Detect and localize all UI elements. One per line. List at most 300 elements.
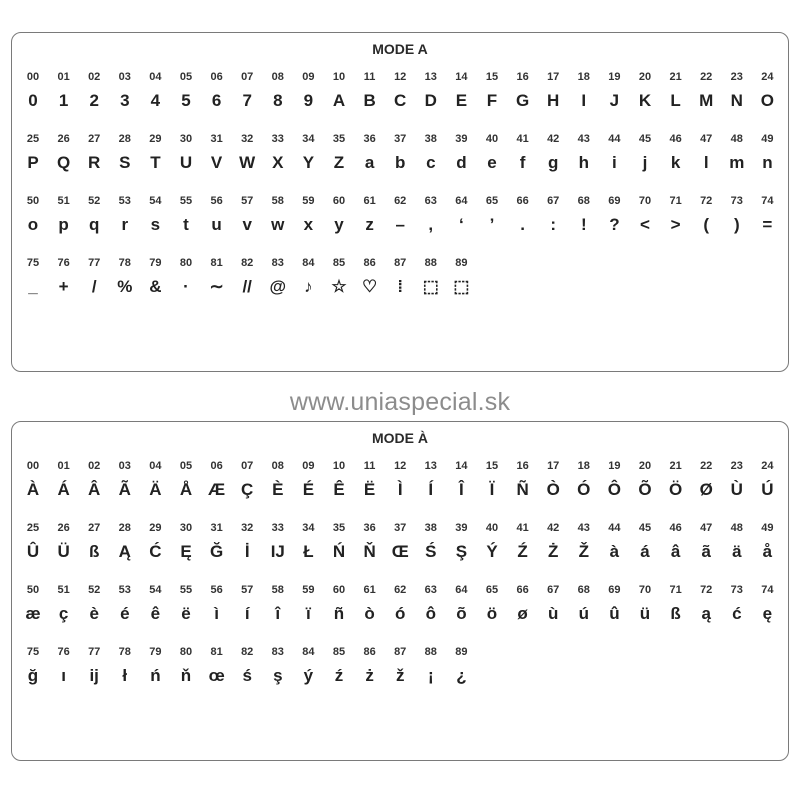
- char-code: 10: [332, 71, 346, 83]
- char-glyph: Ö: [668, 480, 683, 499]
- char-glyph: İ: [244, 542, 250, 561]
- char-glyph: û: [609, 604, 620, 623]
- char-glyph: k: [670, 153, 681, 172]
- char-code: 24: [761, 71, 774, 83]
- char-code: 56: [210, 584, 223, 596]
- char-code: 28: [118, 133, 131, 145]
- char-glyph: 5: [181, 91, 191, 110]
- char-code: 41: [516, 522, 529, 534]
- char-code: 47: [700, 133, 713, 145]
- char-code: 37: [394, 133, 407, 145]
- char-code: 83: [271, 646, 284, 658]
- char-glyph: –: [395, 215, 405, 234]
- char-code: 16: [516, 460, 529, 472]
- char-glyph: z: [365, 215, 374, 234]
- char-glyph: +: [58, 277, 69, 296]
- char-glyph: ¡: [427, 666, 434, 685]
- char-code: 41: [516, 133, 529, 145]
- char-glyph: n: [762, 153, 773, 172]
- char-code: 66: [516, 195, 529, 207]
- char-glyph: ♪: [304, 277, 313, 296]
- char-code: 76: [57, 257, 70, 269]
- char-glyph: â: [670, 542, 681, 561]
- char-glyph: H: [547, 91, 560, 110]
- char-code: 63: [424, 195, 437, 207]
- char-glyph: È: [272, 480, 284, 499]
- char-glyph: É: [302, 480, 315, 499]
- char-glyph: m: [729, 153, 745, 172]
- char-code: 77: [88, 646, 101, 658]
- char-code: 33: [271, 133, 284, 145]
- char-code: 68: [577, 584, 590, 596]
- char-glyph: í: [244, 604, 250, 623]
- char-glyph: h: [578, 153, 589, 172]
- char-code: 50: [26, 195, 40, 207]
- char-glyph: O: [760, 91, 774, 110]
- char-glyph: Ğ: [209, 542, 224, 561]
- char-glyph: 0: [28, 91, 38, 110]
- char-code: 38: [424, 522, 437, 534]
- char-glyph: r: [121, 215, 129, 234]
- char-glyph: Ç: [241, 480, 254, 499]
- char-code: 24: [761, 460, 774, 472]
- char-code: 15: [485, 71, 499, 83]
- char-glyph: B: [363, 91, 376, 110]
- char-glyph: À: [26, 480, 40, 499]
- char-code: 64: [455, 195, 468, 207]
- char-glyph: Y: [302, 153, 315, 172]
- char-code: 84: [302, 257, 315, 269]
- char-code: 14: [455, 71, 468, 83]
- char-code: 80: [179, 646, 193, 658]
- char-glyph: Ł: [303, 542, 314, 561]
- char-code: 36: [363, 133, 376, 145]
- char-glyph: Ś: [425, 542, 437, 561]
- char-code: 15: [485, 460, 499, 472]
- char-glyph: e: [487, 153, 497, 172]
- char-code: 36: [363, 522, 376, 534]
- char-glyph: _: [28, 277, 38, 296]
- char-glyph: ź: [334, 666, 344, 685]
- char-code: 07: [241, 71, 254, 83]
- char-glyph: Ą: [118, 542, 131, 561]
- char-code: 00: [26, 460, 40, 472]
- char-glyph: S: [119, 153, 131, 172]
- char-code: 09: [302, 71, 315, 83]
- char-glyph: ¿: [456, 666, 467, 685]
- char-code: 19: [608, 460, 621, 472]
- char-glyph: 7: [242, 91, 252, 110]
- char-code: 25: [26, 133, 40, 145]
- char-code: 60: [332, 584, 346, 596]
- char-glyph: ń: [150, 666, 161, 685]
- char-glyph: t: [183, 215, 189, 234]
- char-code: 70: [638, 195, 652, 207]
- char-code: 62: [394, 195, 407, 207]
- mode-a-panel: [11, 32, 789, 372]
- char-code: 77: [88, 257, 101, 269]
- char-glyph: p: [58, 215, 69, 234]
- char-glyph: ï: [306, 604, 311, 623]
- char-glyph: !: [580, 215, 587, 234]
- char-glyph: ò: [364, 604, 375, 623]
- char-glyph: C: [394, 91, 407, 110]
- char-glyph: ã: [701, 542, 711, 561]
- char-code: 12: [394, 71, 407, 83]
- char-glyph: ć: [732, 604, 742, 623]
- char-glyph: ì: [214, 604, 219, 623]
- char-code: 75: [26, 257, 40, 269]
- char-glyph: Ú: [761, 480, 774, 499]
- char-glyph: ß: [670, 604, 681, 623]
- char-code: 57: [241, 584, 254, 596]
- char-code: 69: [608, 584, 621, 596]
- char-glyph: ä: [732, 542, 742, 561]
- char-glyph: o: [27, 215, 39, 234]
- char-glyph: ğ: [27, 666, 39, 685]
- char-code: 64: [455, 584, 468, 596]
- char-code: 89: [455, 257, 468, 269]
- char-glyph: ł: [122, 666, 128, 685]
- char-code: 08: [271, 71, 284, 83]
- char-code: 05: [179, 71, 193, 83]
- char-code: 09: [302, 460, 315, 472]
- char-glyph: ⁞: [397, 277, 404, 296]
- char-code: 03: [118, 460, 131, 472]
- char-glyph: IJ: [270, 542, 285, 561]
- char-glyph: ñ: [333, 604, 345, 623]
- char-glyph: I: [581, 91, 587, 110]
- char-code: 68: [577, 195, 590, 207]
- char-code: 29: [149, 133, 162, 145]
- char-glyph: Œ: [391, 542, 409, 561]
- char-glyph: (: [703, 215, 710, 234]
- char-code: 03: [118, 71, 131, 83]
- char-code: 71: [669, 195, 682, 207]
- char-glyph: Ù: [730, 480, 743, 499]
- char-code: 27: [88, 133, 101, 145]
- char-glyph: à: [609, 542, 620, 561]
- char-glyph: E: [455, 91, 468, 110]
- char-code: 75: [26, 646, 40, 658]
- char-code: 39: [455, 133, 468, 145]
- char-code: 46: [669, 133, 682, 145]
- char-glyph: L: [670, 91, 681, 110]
- char-code: 73: [730, 584, 743, 596]
- char-code: 43: [577, 522, 590, 534]
- char-glyph: õ: [456, 604, 467, 623]
- char-code: 35: [332, 522, 346, 534]
- char-code: 78: [118, 257, 131, 269]
- char-code: 74: [761, 584, 774, 596]
- char-glyph: Ø: [699, 480, 713, 499]
- char-code: 45: [638, 522, 652, 534]
- char-code: 78: [118, 646, 131, 658]
- char-code: 66: [516, 584, 529, 596]
- char-code: 31: [210, 522, 223, 534]
- char-code: 06: [210, 460, 223, 472]
- char-glyph: Ń: [332, 542, 346, 561]
- char-code: 20: [638, 71, 652, 83]
- char-code: 58: [271, 584, 284, 596]
- char-glyph: Ò: [546, 480, 560, 499]
- char-glyph: ı: [61, 666, 66, 685]
- char-code: 23: [730, 460, 743, 472]
- char-code: 19: [608, 71, 621, 83]
- char-glyph: v: [242, 215, 252, 234]
- char-glyph: ę: [762, 604, 773, 623]
- char-code: 84: [302, 646, 315, 658]
- char-code: 18: [577, 71, 590, 83]
- char-code: 82: [241, 257, 254, 269]
- char-glyph: Î: [459, 480, 464, 499]
- char-glyph: F: [486, 91, 498, 110]
- char-glyph: .: [520, 215, 525, 234]
- char-glyph: Ę: [180, 542, 192, 561]
- char-code: 39: [455, 522, 468, 534]
- char-glyph: g: [547, 153, 559, 172]
- char-glyph: 8: [273, 91, 283, 110]
- char-glyph: ·: [183, 277, 189, 296]
- char-code: 88: [424, 257, 437, 269]
- char-code: 38: [424, 133, 437, 145]
- char-code: 48: [730, 522, 743, 534]
- char-glyph: ž: [395, 666, 405, 685]
- char-glyph: ♡: [361, 277, 378, 296]
- char-glyph: ó: [394, 604, 406, 623]
- char-code: 40: [485, 133, 499, 145]
- char-glyph: Å: [179, 480, 193, 499]
- char-code: 02: [88, 71, 101, 83]
- char-glyph: Ü: [57, 542, 70, 561]
- char-code: 33: [271, 522, 284, 534]
- char-code: 34: [302, 133, 315, 145]
- char-code: 18: [577, 460, 590, 472]
- panel-title: MODE A: [372, 41, 428, 57]
- char-code: 61: [363, 584, 376, 596]
- char-code: 67: [547, 195, 560, 207]
- char-glyph: 3: [120, 91, 130, 110]
- char-glyph: Z: [333, 153, 345, 172]
- char-glyph: ş: [273, 666, 283, 685]
- char-code: 71: [669, 584, 682, 596]
- char-code: 56: [210, 195, 223, 207]
- char-glyph: Ň: [363, 542, 376, 561]
- char-glyph: Q: [56, 153, 71, 172]
- char-glyph: Ñ: [516, 480, 529, 499]
- char-code: 06: [210, 71, 223, 83]
- char-glyph: Ć: [149, 542, 162, 561]
- char-code: 61: [363, 195, 376, 207]
- char-glyph: ☆: [331, 277, 347, 296]
- char-code: 08: [271, 460, 284, 472]
- char-code: 60: [332, 195, 346, 207]
- char-code: 20: [638, 460, 652, 472]
- char-code: 80: [179, 257, 193, 269]
- char-code: 83: [271, 257, 284, 269]
- char-code: 21: [669, 460, 682, 472]
- char-code: 55: [179, 195, 193, 207]
- char-glyph: Ë: [363, 480, 376, 499]
- char-code: 47: [700, 522, 713, 534]
- char-glyph: ś: [242, 666, 252, 685]
- char-code: 54: [149, 195, 162, 207]
- char-glyph: ø: [517, 604, 528, 623]
- char-code: 43: [577, 133, 590, 145]
- char-code: 85: [332, 257, 346, 269]
- char-code: 48: [730, 133, 743, 145]
- char-code: 73: [730, 195, 743, 207]
- char-code: 72: [700, 584, 713, 596]
- char-code: 53: [118, 584, 131, 596]
- char-glyph: :: [550, 215, 557, 234]
- char-glyph: ú: [578, 604, 589, 623]
- char-code: 59: [302, 195, 315, 207]
- char-glyph: i: [612, 153, 617, 172]
- char-glyph: ý: [303, 666, 314, 685]
- char-code: 26: [57, 522, 70, 534]
- char-glyph: /: [91, 277, 97, 296]
- char-code: 42: [547, 522, 560, 534]
- char-glyph: N: [730, 91, 743, 110]
- char-glyph: Ó: [577, 480, 591, 499]
- char-code: 29: [149, 522, 162, 534]
- char-code: 45: [638, 133, 652, 145]
- char-glyph: f: [519, 153, 526, 172]
- char-glyph: U: [179, 153, 193, 172]
- char-glyph: y: [334, 215, 344, 234]
- char-glyph: å: [762, 542, 773, 561]
- char-code: 65: [485, 584, 499, 596]
- char-code: 42: [547, 133, 560, 145]
- char-code: 01: [57, 460, 70, 472]
- char-code: 44: [608, 133, 621, 145]
- char-glyph: 9: [303, 91, 314, 110]
- char-code: 76: [57, 646, 70, 658]
- char-code: 13: [424, 460, 437, 472]
- mode-a-grave-panel: [11, 421, 789, 761]
- char-glyph: ß: [88, 542, 100, 561]
- char-code: 05: [179, 460, 193, 472]
- char-glyph: Ã: [118, 480, 131, 499]
- char-code: 49: [761, 522, 774, 534]
- char-glyph: Í: [428, 480, 434, 499]
- char-glyph: c: [426, 153, 436, 172]
- char-code: 79: [149, 646, 162, 658]
- char-code: 22: [700, 71, 713, 83]
- char-glyph: K: [638, 91, 652, 110]
- char-glyph: é: [120, 604, 130, 623]
- char-glyph: ô: [425, 604, 436, 623]
- char-glyph: ,: [428, 215, 434, 234]
- char-code: 51: [57, 195, 70, 207]
- char-code: 63: [424, 584, 437, 596]
- char-code: 11: [363, 460, 376, 472]
- char-code: 52: [88, 195, 101, 207]
- char-glyph: á: [640, 542, 650, 561]
- char-glyph: Ä: [149, 480, 162, 499]
- char-glyph: ù: [547, 604, 559, 623]
- char-code: 10: [332, 460, 346, 472]
- panel-title: MODE À: [372, 430, 428, 446]
- char-code: 11: [363, 71, 376, 83]
- char-glyph: w: [271, 215, 285, 234]
- char-glyph: 1: [58, 91, 69, 110]
- char-glyph: T: [150, 153, 161, 172]
- char-glyph: ż: [365, 666, 374, 685]
- char-code: 32: [241, 133, 254, 145]
- char-glyph: 2: [89, 91, 99, 110]
- char-code: 27: [88, 522, 101, 534]
- char-glyph: ⬚: [422, 277, 439, 296]
- char-glyph: ?: [609, 215, 620, 234]
- char-glyph: Æ: [208, 480, 226, 499]
- char-code: 62: [394, 584, 407, 596]
- char-code: 30: [179, 133, 193, 145]
- char-code: 57: [241, 195, 254, 207]
- char-code: 13: [424, 71, 437, 83]
- char-glyph: ij: [89, 666, 99, 685]
- char-code: 04: [149, 460, 162, 472]
- char-glyph: Ì: [397, 480, 403, 499]
- char-code: 44: [608, 522, 621, 534]
- char-glyph: Ï: [489, 480, 495, 499]
- char-code: 87: [394, 257, 407, 269]
- watermark-url: www.uniaspecial.sk: [289, 388, 511, 416]
- char-glyph: X: [272, 153, 284, 172]
- char-glyph: V: [210, 153, 223, 172]
- char-glyph: Ž: [578, 542, 589, 561]
- char-code: 32: [241, 522, 254, 534]
- char-code: 00: [26, 71, 40, 83]
- char-code: 58: [271, 195, 284, 207]
- char-code: 81: [210, 646, 223, 658]
- char-glyph: î: [275, 604, 281, 623]
- char-code: 52: [88, 584, 101, 596]
- char-glyph: Õ: [638, 480, 652, 499]
- char-code: 37: [394, 522, 407, 534]
- char-code: 89: [455, 646, 468, 658]
- char-code: 28: [118, 522, 131, 534]
- char-code: 49: [761, 133, 774, 145]
- char-glyph: 6: [211, 91, 222, 110]
- char-glyph: ë: [181, 604, 191, 623]
- char-code: 23: [730, 71, 743, 83]
- char-code: 65: [485, 195, 499, 207]
- char-code: 74: [761, 195, 774, 207]
- char-code: 54: [149, 584, 162, 596]
- char-glyph: s: [150, 215, 161, 234]
- char-code: 02: [88, 460, 101, 472]
- char-code: 51: [57, 584, 70, 596]
- char-glyph: ü: [639, 604, 651, 623]
- char-glyph: è: [89, 604, 99, 623]
- char-glyph: j: [642, 153, 648, 172]
- char-glyph: Ż: [547, 542, 559, 561]
- char-glyph: 4: [150, 91, 161, 110]
- char-glyph: æ: [25, 604, 41, 623]
- char-glyph: u: [211, 215, 222, 234]
- char-code: 07: [241, 460, 254, 472]
- char-glyph: d: [456, 153, 467, 172]
- char-glyph: ’: [489, 215, 495, 234]
- char-code: 70: [638, 584, 652, 596]
- char-code: 59: [302, 584, 315, 596]
- char-code: 86: [363, 257, 376, 269]
- char-code: 14: [455, 460, 468, 472]
- char-glyph: Ê: [333, 480, 345, 499]
- char-glyph: Á: [57, 480, 70, 499]
